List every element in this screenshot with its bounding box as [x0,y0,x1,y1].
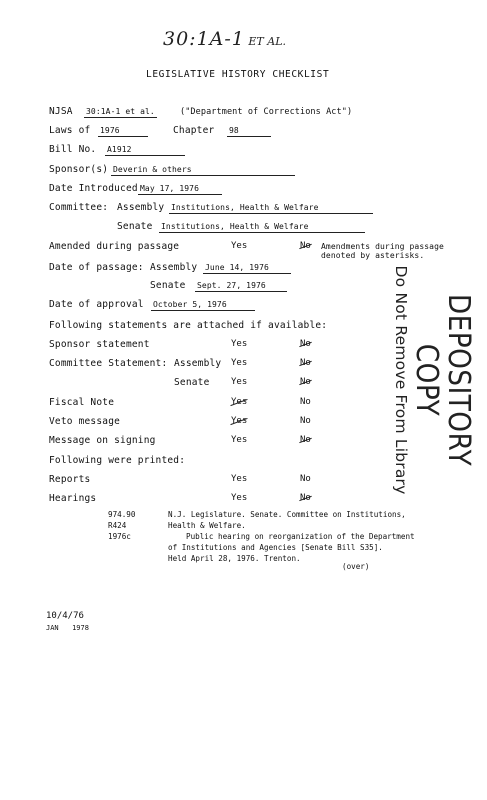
reports-yes: Yes [231,474,248,484]
hearings-yes: Yes [231,493,248,503]
laws-year: 1976 [98,126,148,137]
committee-label: Committee: [49,202,109,213]
veto-message-yes-marked: Yes [231,416,248,426]
passage-assembly-label: Assembly [150,262,198,273]
amended-no-marked: No [300,241,311,251]
footer-code: 1978 [72,624,89,632]
call-number-line2: R424 [108,521,127,530]
reports-no: No [300,474,311,484]
amendments-note-line1: Amendments during passage [321,242,444,251]
message-on-signing-no-marked: No [300,435,311,445]
footer-date: 10/4/76 [46,611,84,621]
sponsor-statement-label: Sponsor statement [49,339,150,350]
chapter-value: 98 [227,126,271,137]
call-number-line3: 1976c [108,532,131,541]
date-introduced-value: May 17, 1976 [138,184,222,195]
sponsors-value: Deverin & others [111,165,295,176]
committee-statement-senate-no-marked: No [300,377,311,387]
citation-line5: Held April 28, 1976. Trenton. [168,554,301,563]
fiscal-note-label: Fiscal Note [49,397,115,408]
handwritten-statute-number: 30:1A-1 ET AL. [163,28,287,50]
sponsor-statement-no-marked: No [300,339,311,349]
footer-initials: JAN [46,624,59,632]
chapter-label: Chapter [173,125,215,136]
approval-value: October 5, 1976 [151,300,255,311]
date-introduced-label: Date Introduced [49,183,138,194]
amended-yes: Yes [231,241,248,251]
fiscal-note-yes-marked: Yes [231,397,248,407]
citation-line3: Public hearing on reorganization of the Department [186,532,415,541]
veto-message-no: No [300,416,311,426]
depository-copy-stamp [392,262,476,498]
printed-heading: Following were printed: [49,455,186,466]
njsa-label: NJSA [49,106,73,117]
veto-message-label: Veto message [49,416,121,427]
handwritten-suffix: ET AL. [248,35,287,48]
approval-label: Date of approval [49,299,144,310]
fiscal-note-no: No [300,397,311,407]
committee-assembly-label: Assembly [117,202,165,213]
committee-statement-assembly-no-marked: No [300,358,311,368]
sponsor-statement-yes: Yes [231,339,248,349]
committee-statement-senate-yes: Yes [231,377,248,387]
amended-label: Amended during passage [49,241,180,252]
committee-senate-label: Senate [117,221,153,232]
passage-senate-label: Senate [150,280,186,291]
hearings-label: Hearings [49,493,97,504]
stamp-main-text: DEPOSITORY COPY [409,293,476,467]
committee-senate-value: Institutions, Health & Welfare [159,222,365,233]
reports-label: Reports [49,474,91,485]
act-name: ("Department of Corrections Act") [180,107,353,117]
citation-line1: N.J. Legislature. Senate. Committee on Institutions, [168,510,406,519]
bill-value: A1912 [105,145,185,156]
call-number-line1: 974.90 [108,510,136,519]
message-on-signing-yes: Yes [231,435,248,445]
sponsors-label: Sponsor(s) [49,164,109,175]
passage-assembly-value: June 14, 1976 [203,263,291,274]
committee-statement-assembly-label: Assembly [174,358,222,369]
statements-heading: Following statements are attached if available: [49,320,328,331]
committee-statement-assembly-yes: Yes [231,358,248,368]
bill-label: Bill No. [49,144,97,155]
committee-statement-label: Committee Statement: [49,358,168,369]
citation-over: (over) [342,562,370,571]
passage-senate-value: Sept. 27, 1976 [195,281,287,292]
passage-label: Date of passage: [49,262,144,273]
committee-assembly-value: Institutions, Health & Welfare [169,203,373,214]
citation-line2: Health & Welfare. [168,521,246,530]
page-title: LEGISLATIVE HISTORY CHECKLIST [146,69,330,80]
message-on-signing-label: Message on signing [49,435,156,446]
laws-label: Laws of [49,125,91,136]
njsa-value: 30:1A-1 et al. [86,107,155,116]
amendments-note-line2: denoted by asterisks. [321,251,425,260]
hearings-no-marked: No [300,493,311,503]
stamp-sub-text: Do Not Remove From Library [392,265,410,495]
citation-line4: of Institutions and Agencies [Senate Bill S35]. [168,543,383,552]
committee-statement-senate-label: Senate [174,377,210,388]
